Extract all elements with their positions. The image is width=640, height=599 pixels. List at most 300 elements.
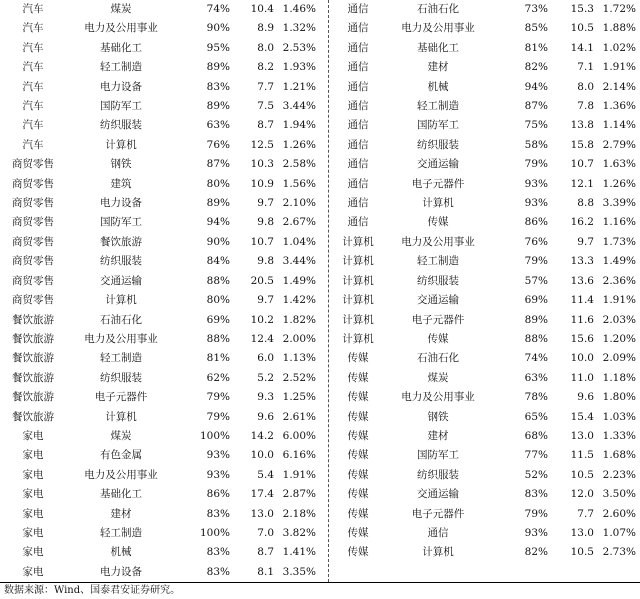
table-cell: 电力设备	[100, 565, 142, 578]
table-row	[332, 252, 640, 271]
table-cell: 商贸零售	[12, 235, 54, 248]
table-cell: 计算机	[342, 332, 374, 345]
table-cell: 汽车	[22, 119, 44, 132]
table-cell: 2.18%	[282, 507, 316, 520]
table-cell: 商贸零售	[12, 158, 54, 171]
table-cell: 86%	[206, 488, 230, 501]
table-cell: 汽车	[22, 138, 44, 151]
table-cell	[332, 563, 384, 582]
table-cell: 纺织服装	[417, 274, 459, 287]
table-cell: 计算机	[105, 294, 137, 307]
table-cell: 14.2	[250, 429, 274, 442]
table-cell: 2.87%	[282, 488, 316, 501]
table-cell: 1.33%	[602, 429, 636, 442]
table-cell: 电力及公用事业	[401, 391, 475, 404]
table-cell: 商贸零售	[12, 216, 54, 229]
table-cell: 13.3	[570, 255, 594, 268]
table-cell: 钢铁	[427, 410, 449, 423]
table-cell: 计算机	[342, 313, 374, 326]
table-cell: 93%	[206, 449, 230, 462]
table-cell: 1.18%	[602, 371, 636, 384]
table-cell: 77%	[524, 449, 548, 462]
table-cell: 煤炭	[110, 3, 132, 15]
table-cell: 餐饮旅游	[100, 235, 142, 248]
table-cell: 通信	[347, 80, 369, 93]
table-cell: 11.6	[570, 313, 594, 326]
table-cell: 2.10%	[282, 197, 316, 210]
table-cell: 传媒	[347, 449, 369, 462]
table-cell: 电力及公用事业	[401, 22, 475, 35]
table-row	[332, 369, 640, 388]
table-cell	[384, 563, 492, 582]
table-cell: 计算机	[342, 294, 374, 307]
table-cell: 69%	[206, 313, 230, 326]
table-cell: 2.53%	[282, 41, 316, 54]
table-cell: 传媒	[347, 507, 369, 520]
table-cell: 7.5	[257, 100, 274, 113]
table-cell: 93%	[524, 177, 548, 190]
table-cell: 7.7	[577, 507, 594, 520]
table-cell: 1.56%	[282, 177, 316, 190]
table-cell: 通信	[427, 526, 449, 539]
table-cell: 国防军工	[100, 216, 142, 229]
table-cell: 基础化工	[100, 41, 142, 54]
table-cell: 1.94%	[282, 119, 316, 132]
table-cell: 商贸零售	[12, 197, 54, 210]
table-cell: 基础化工	[417, 41, 459, 54]
table-cell: 84%	[206, 255, 230, 268]
table-cell: 电力设备	[100, 197, 142, 210]
table-row	[0, 563, 320, 582]
table-cell: 通信	[347, 138, 369, 151]
table-cell: 2.61%	[282, 410, 316, 423]
table-cell: 9.7	[577, 235, 594, 248]
table-cell: 2.52%	[282, 371, 316, 384]
table-row	[0, 78, 320, 97]
table-cell: 交通运输	[417, 488, 459, 501]
table-row	[332, 136, 640, 155]
table-row	[0, 466, 320, 485]
column-divider	[328, 0, 329, 582]
table-cell: 轻工制造	[100, 526, 142, 539]
table-cell: 1.32%	[282, 22, 316, 35]
table-cell: 6.0	[257, 352, 274, 365]
table-cell: 机械	[427, 80, 449, 93]
table-cell: 传媒	[347, 526, 369, 539]
table-cell: 通信	[347, 22, 369, 35]
table-cell: 9.6	[577, 391, 594, 404]
table-cell: 69%	[524, 294, 548, 307]
table-cell: 1.80%	[602, 391, 636, 404]
table-cell: 80%	[206, 294, 230, 307]
table-cell: 79%	[524, 507, 548, 520]
table-cell: 纺织服装	[100, 255, 142, 268]
table-cell: 95%	[206, 41, 230, 54]
table-cell: 8.7	[257, 119, 274, 132]
table-cell: 传媒	[347, 546, 369, 559]
table-cell: 有色金属	[100, 449, 142, 462]
table-cell: 家电	[22, 507, 44, 520]
table-cell: 商贸零售	[12, 177, 54, 190]
table-row	[332, 349, 640, 368]
table-cell: 石油石化	[417, 3, 459, 15]
table-cell: 83%	[206, 546, 230, 559]
table-cell: 89%	[206, 100, 230, 113]
table-cell: 建材	[427, 61, 449, 74]
table-cell: 2.14%	[602, 80, 636, 93]
table-cell: 13.6	[570, 274, 594, 287]
table-cell: 82%	[524, 546, 548, 559]
table-cell: 65%	[524, 410, 548, 423]
table-cell: 1.16%	[602, 216, 636, 229]
table-cell: 3.50%	[602, 488, 636, 501]
table-cell: 10.0	[570, 352, 594, 365]
table-cell: 1.72%	[602, 3, 636, 15]
table-cell: 1.49%	[602, 255, 636, 268]
table-cell: 5.2	[257, 371, 274, 384]
table-cell: 10.0	[250, 449, 274, 462]
table-cell: 15.4	[570, 410, 594, 423]
table-cell: 8.1	[257, 565, 274, 578]
table-row	[0, 330, 320, 349]
table-cell: 餐饮旅游	[12, 313, 54, 326]
table-cell: 75%	[524, 119, 548, 132]
table-row	[332, 78, 640, 97]
table-cell: 94%	[524, 80, 548, 93]
table-row	[0, 155, 320, 174]
table-cell: 20.5	[250, 274, 274, 287]
table-row	[332, 311, 640, 330]
table-cell: 交通运输	[417, 294, 459, 307]
table-cell: 轻工制造	[417, 100, 459, 113]
table-cell: 1.41%	[282, 546, 316, 559]
table-cell: 86%	[524, 216, 548, 229]
table-cell: 餐饮旅游	[12, 391, 54, 404]
table-cell: 6.16%	[282, 449, 316, 462]
table-row	[332, 524, 640, 543]
table-cell: 8.7	[257, 546, 274, 559]
table-cell: 74%	[524, 352, 548, 365]
table-cell: 1.91%	[602, 294, 636, 307]
table-row	[332, 58, 640, 77]
table-cell: 纺织服装	[417, 468, 459, 481]
table-cell: 8.8	[577, 197, 594, 210]
table-cell: 1.25%	[282, 391, 316, 404]
table-cell: 7.8	[577, 100, 594, 113]
table-cell: 10.9	[250, 177, 274, 190]
table-cell: 1.42%	[282, 294, 316, 307]
table-cell: 计算机	[422, 197, 454, 210]
table-cell: 2.00%	[282, 332, 316, 345]
table-cell: 煤炭	[427, 371, 449, 384]
table-cell: 纺织服装	[100, 119, 142, 132]
table-cell: 通信	[347, 41, 369, 54]
table-cell: 3.35%	[282, 565, 316, 578]
table-cell: 石油石化	[100, 313, 142, 326]
table-cell: 8.0	[257, 41, 274, 54]
table-cell: 11.4	[570, 294, 594, 307]
table-row	[332, 116, 640, 135]
table-row	[332, 19, 640, 38]
table-cell: 13.8	[570, 119, 594, 132]
table-row	[332, 155, 640, 174]
table-cell: 90%	[206, 22, 230, 35]
table-cell: 93%	[524, 197, 548, 210]
table-cell: 1.20%	[602, 332, 636, 345]
table-cell: 建材	[110, 507, 132, 520]
table-cell: 轻工制造	[100, 352, 142, 365]
table-row	[0, 369, 320, 388]
table-cell: 15.6	[570, 332, 594, 345]
table-row	[0, 252, 320, 271]
table-cell: 传媒	[347, 429, 369, 442]
table-cell: 商贸零售	[12, 255, 54, 268]
table-row	[0, 19, 320, 38]
table-cell: 93%	[206, 468, 230, 481]
table-cell: 通信	[347, 158, 369, 171]
table-row	[332, 194, 640, 213]
table-cell: 1.63%	[602, 158, 636, 171]
table-cell: 83%	[206, 507, 230, 520]
table-cell	[596, 563, 640, 582]
table-cell: 93%	[524, 526, 548, 539]
table-cell: 10.5	[570, 22, 594, 35]
table-cell: 6.00%	[282, 429, 316, 442]
table-cell: 商贸零售	[12, 294, 54, 307]
table-cell: 家电	[22, 526, 44, 539]
table-cell: 餐饮旅游	[12, 371, 54, 384]
table-row	[0, 427, 320, 446]
table-cell: 8.0	[577, 80, 594, 93]
table-cell: 9.6	[257, 410, 274, 423]
table-row	[0, 311, 320, 330]
table-cell: 餐饮旅游	[12, 352, 54, 365]
table-row	[332, 543, 640, 562]
table-cell: 电力及公用事业	[84, 468, 158, 481]
table-cell: 1.49%	[282, 274, 316, 287]
table-cell: 89%	[524, 313, 548, 326]
table-cell: 2.79%	[602, 138, 636, 151]
table-cell: 纺织服装	[100, 371, 142, 384]
table-cell: 100%	[199, 526, 230, 539]
table-row	[0, 291, 320, 310]
table-cell: 汽车	[22, 61, 44, 74]
table-cell: 轻工制造	[100, 61, 142, 74]
table-cell: 12.0	[570, 488, 594, 501]
table-cell: 13.0	[570, 526, 594, 539]
table-row	[0, 136, 320, 155]
table-row	[0, 272, 320, 291]
table-cell: 83%	[206, 80, 230, 93]
table-cell: 2.73%	[602, 546, 636, 559]
table-cell: 9.3	[257, 391, 274, 404]
table-cell: 15.8	[570, 138, 594, 151]
table-row	[0, 39, 320, 58]
table-cell: 79%	[524, 158, 548, 171]
table-cell: 机械	[110, 546, 132, 559]
table-cell: 89%	[206, 61, 230, 74]
table-cell: 78%	[524, 391, 548, 404]
table-row	[332, 0, 640, 19]
table-cell: 商贸零售	[12, 274, 54, 287]
table-cell: 计算机	[342, 235, 374, 248]
table-cell: 17.4	[250, 488, 274, 501]
table-cell: 家电	[22, 565, 44, 578]
table-row	[0, 213, 320, 232]
table-cell: 88%	[524, 332, 548, 345]
table-cell: 电力及公用事业	[84, 22, 158, 35]
table-cell: 汽车	[22, 100, 44, 113]
table-row	[0, 233, 320, 252]
table-row	[0, 485, 320, 504]
table-cell: 11.0	[570, 371, 594, 384]
table-row	[0, 97, 320, 116]
table-cell: 1.13%	[282, 352, 316, 365]
table-cell: 10.4	[250, 3, 274, 15]
table-cell: 5.4	[257, 468, 274, 481]
table-cell: 16.2	[570, 216, 594, 229]
table-cell: 3.44%	[282, 255, 316, 268]
table-cell: 计算机	[105, 410, 137, 423]
table-row	[332, 563, 640, 582]
table-cell: 2.23%	[602, 468, 636, 481]
table-cell: 传媒	[347, 488, 369, 501]
table-cell: 汽车	[22, 80, 44, 93]
table-cell: 1.91%	[602, 61, 636, 74]
table-row	[0, 543, 320, 562]
table-row	[0, 446, 320, 465]
table-cell: 87%	[206, 158, 230, 171]
table-cell: 12.4	[250, 332, 274, 345]
table-cell: 73%	[524, 3, 548, 15]
table-cell: 10.5	[570, 546, 594, 559]
table-cell: 88%	[206, 332, 230, 345]
table-cell: 1.46%	[282, 3, 316, 15]
table-cell: 电力设备	[100, 80, 142, 93]
table-cell: 建材	[427, 429, 449, 442]
table-cell: 94%	[206, 216, 230, 229]
table-cell: 63%	[206, 119, 230, 132]
table-cell: 13.0	[250, 507, 274, 520]
table-cell: 3.82%	[282, 526, 316, 539]
table-cell: 11.5	[570, 449, 594, 462]
table-cell: 76%	[206, 138, 230, 151]
table-row	[332, 330, 640, 349]
table-cell: 1.68%	[602, 449, 636, 462]
table-cell: 国防军工	[417, 119, 459, 132]
table-cell: 62%	[206, 371, 230, 384]
table-cell: 2.58%	[282, 158, 316, 171]
table-cell: 2.36%	[602, 274, 636, 287]
table-cell: 传媒	[347, 371, 369, 384]
table-cell: 9.7	[257, 294, 274, 307]
table-cell: 1.04%	[282, 235, 316, 248]
table-cell: 传媒	[427, 332, 449, 345]
table-cell: 传媒	[347, 468, 369, 481]
table-cell: 传媒	[347, 410, 369, 423]
table-cell: 基础化工	[100, 488, 142, 501]
table-cell: 家电	[22, 429, 44, 442]
table-cell: 63%	[524, 371, 548, 384]
table-cell: 国防军工	[417, 449, 459, 462]
table-cell: 10.7	[250, 235, 274, 248]
table-row	[0, 408, 320, 427]
table-row	[332, 97, 640, 116]
table-row	[0, 524, 320, 543]
table-row	[332, 233, 640, 252]
table-cell: 轻工制造	[417, 255, 459, 268]
table-cell: 2.09%	[602, 352, 636, 365]
table-cell: 9.7	[257, 197, 274, 210]
table-cell: 传媒	[347, 352, 369, 365]
table-cell	[492, 563, 550, 582]
table-cell: 74%	[206, 3, 230, 15]
table-row	[332, 291, 640, 310]
table-cell: 68%	[524, 429, 548, 442]
right-table	[332, 0, 640, 582]
table-cell: 计算机	[342, 274, 374, 287]
table-row	[332, 39, 640, 58]
table-cell: 通信	[347, 119, 369, 132]
table-cell: 汽车	[22, 22, 44, 35]
table-cell: 1.02%	[602, 41, 636, 54]
table-row	[0, 175, 320, 194]
table-row	[0, 388, 320, 407]
table-cell: 76%	[524, 235, 548, 248]
table-cell: 交通运输	[417, 158, 459, 171]
table-cell: 1.26%	[282, 138, 316, 151]
table-row	[332, 408, 640, 427]
table-cell: 10.2	[250, 313, 274, 326]
table-cell: 14.1	[570, 41, 594, 54]
table-cell: 79%	[524, 255, 548, 268]
table-cell: 家电	[22, 449, 44, 462]
table-cell: 8.9	[257, 22, 274, 35]
table-cell: 家电	[22, 546, 44, 559]
table-cell: 汽车	[22, 3, 44, 15]
table-cell: 通信	[347, 3, 369, 15]
table-row	[332, 446, 640, 465]
table-cell: 电力及公用事业	[84, 332, 158, 345]
table-cell: 电子元器件	[411, 507, 465, 520]
table-cell: 2.67%	[282, 216, 316, 229]
table-cell: 1.88%	[602, 22, 636, 35]
table-cell: 83%	[524, 488, 548, 501]
table-cell: 石油石化	[417, 352, 459, 365]
table-row	[332, 505, 640, 524]
table-cell: 10.5	[570, 468, 594, 481]
table-cell: 8.2	[257, 61, 274, 74]
table-cell: 纺织服装	[417, 138, 459, 151]
table-cell: 80%	[206, 177, 230, 190]
table-cell: 83%	[206, 565, 230, 578]
table-row	[332, 485, 640, 504]
source-note: 数据来源：Wind、国泰君安证券研究。	[4, 585, 181, 596]
table-cell: 1.07%	[602, 526, 636, 539]
table-cell: 家电	[22, 468, 44, 481]
table-cell: 通信	[347, 216, 369, 229]
table-cell: 88%	[206, 274, 230, 287]
table-row	[332, 175, 640, 194]
table-cell: 89%	[206, 197, 230, 210]
table-row	[332, 272, 640, 291]
table-row	[332, 388, 640, 407]
table-cell: 7.1	[577, 61, 594, 74]
table-cell: 计算机	[342, 255, 374, 268]
table-cell: 13.0	[570, 429, 594, 442]
table-cell: 家电	[22, 488, 44, 501]
table-cell: 9.8	[257, 255, 274, 268]
